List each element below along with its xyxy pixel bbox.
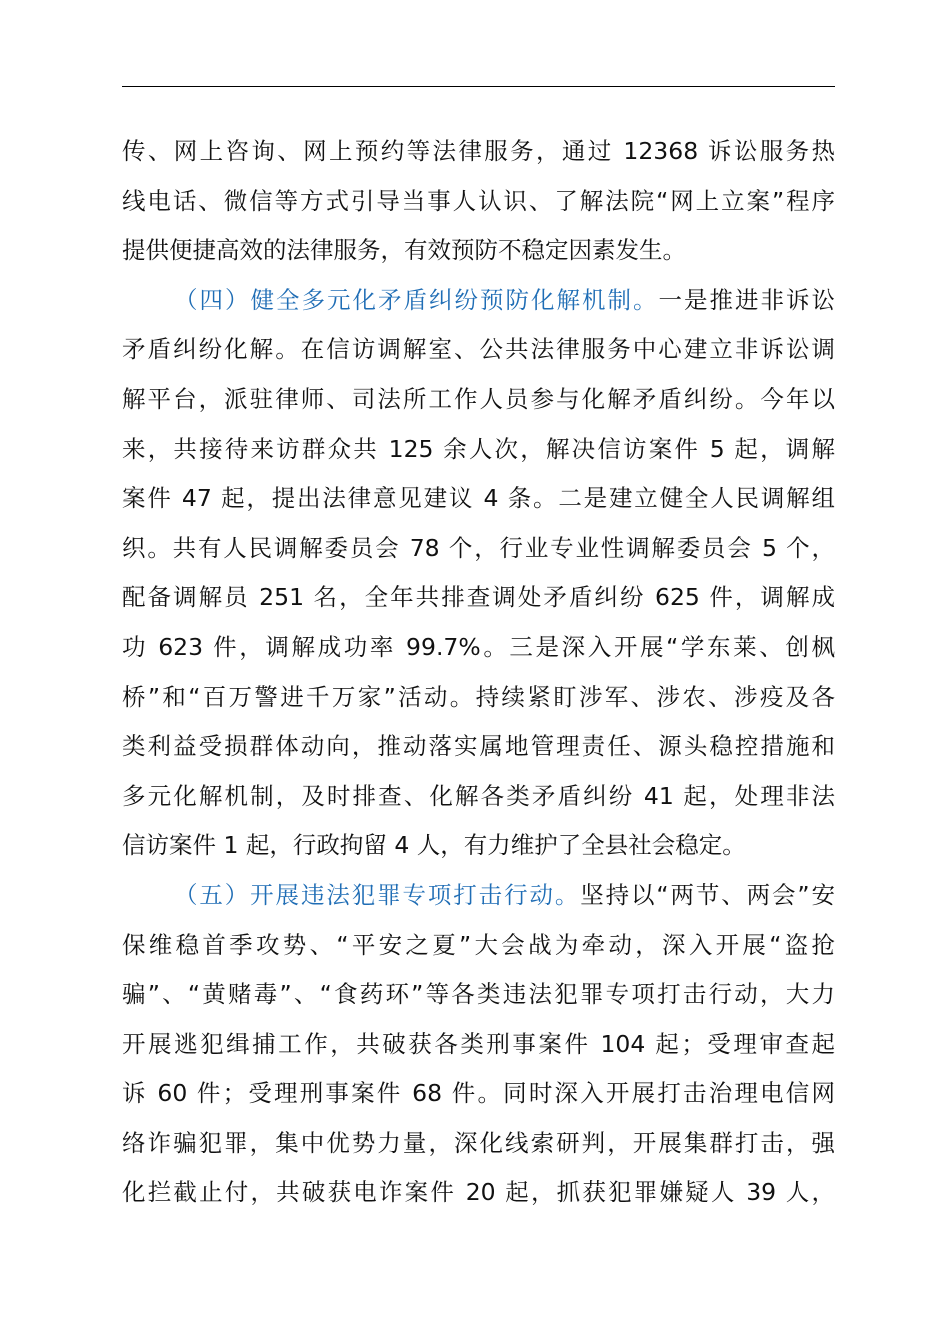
text-line: 络诈骗犯罪，集中优势力量，深化线索研判，开展集群打击，强 [122,1128,835,1157]
text-line: 桥”和“百万警进千万家”活动。持续紧盯涉军、涉农、涉疫及各 [122,682,835,711]
text-line: 类利益受损群体动向，推动落实属地管理责任、源头稳控措施和 [122,732,835,761]
text-line: 案件 47 起，提出法律意见建议 4 条。二是建立健全人民调解组 [122,484,835,513]
text-line: 提供便捷高效的法律服务，有效预防不稳定因素发生。 [122,236,686,265]
text-line: 线电话、微信等方式引导当事人认识、了解法院“网上立案”程序 [122,186,835,215]
text-line: 织。共有人民调解委员会 78 个，行业专业性调解委员会 5 个， [122,533,835,562]
text-line: 矛盾纠纷化解。在信访调解室、公共法律服务中心建立非诉讼调 [122,335,835,364]
text-line: 开展逃犯缉捕工作，共破获各类刑事案件 104 起；受理审查起 [122,1029,835,1058]
section-four-first-line [122,276,835,326]
text-line: 保维稳首季攻势、“平安之夏”大会战为牵动，深入开展“盗抢 [122,930,835,959]
text-line: 多元化解机制，及时排查、化解各类矛盾纠纷 41 起，处理非法 [122,781,835,810]
text-line: 化拦截止付，共破获电诈案件 20 起，抓获犯罪嫌疑人 39 人， [122,1178,835,1207]
section-five-paragraph [122,871,835,1218]
section-four-paragraph [122,276,835,871]
text-line: 来，共接待来访群众共 125 余人次，解决信访案件 5 起，调解 [122,434,835,463]
section-five-heading: （五）开展违法犯罪专项打击行动。 [174,880,581,909]
section-four-heading: （四）健全多元化矛盾纠纷预防化解机制。 [174,285,659,314]
text-line: 配备调解员 251 名，全年共排查调处矛盾纠纷 625 件，调解成 [122,583,835,612]
text-span: 坚持以“两节、两会”安 [580,880,835,909]
header-rule [122,86,835,87]
text-line: 诉 60 件；受理刑事案件 68 件。同时深入开展打击治理电信网 [122,1079,835,1108]
text-line: 解平台，派驻律师、司法所工作人员参与化解矛盾纠纷。今年以 [122,384,835,413]
document-body [122,127,835,1218]
section-five-first-line [122,871,835,921]
text-line: 功 623 件，调解成功率 99.7%。三是深入开展“学东莱、创枫 [122,632,835,661]
text-line: 传、网上咨询、网上预约等法律服务，通过 12368 诉讼服务热 [122,137,835,165]
text-line: 骗”、“黄赌毒”、“食药环”等各类违法犯罪专项打击行动，大力 [122,980,835,1009]
text-span: 一是推进非诉讼 [658,285,835,314]
text-line: 信访案件 1 起，行政拘留 4 人，有力维护了全县社会稳定。 [122,831,746,860]
paragraph-continued [122,127,835,276]
